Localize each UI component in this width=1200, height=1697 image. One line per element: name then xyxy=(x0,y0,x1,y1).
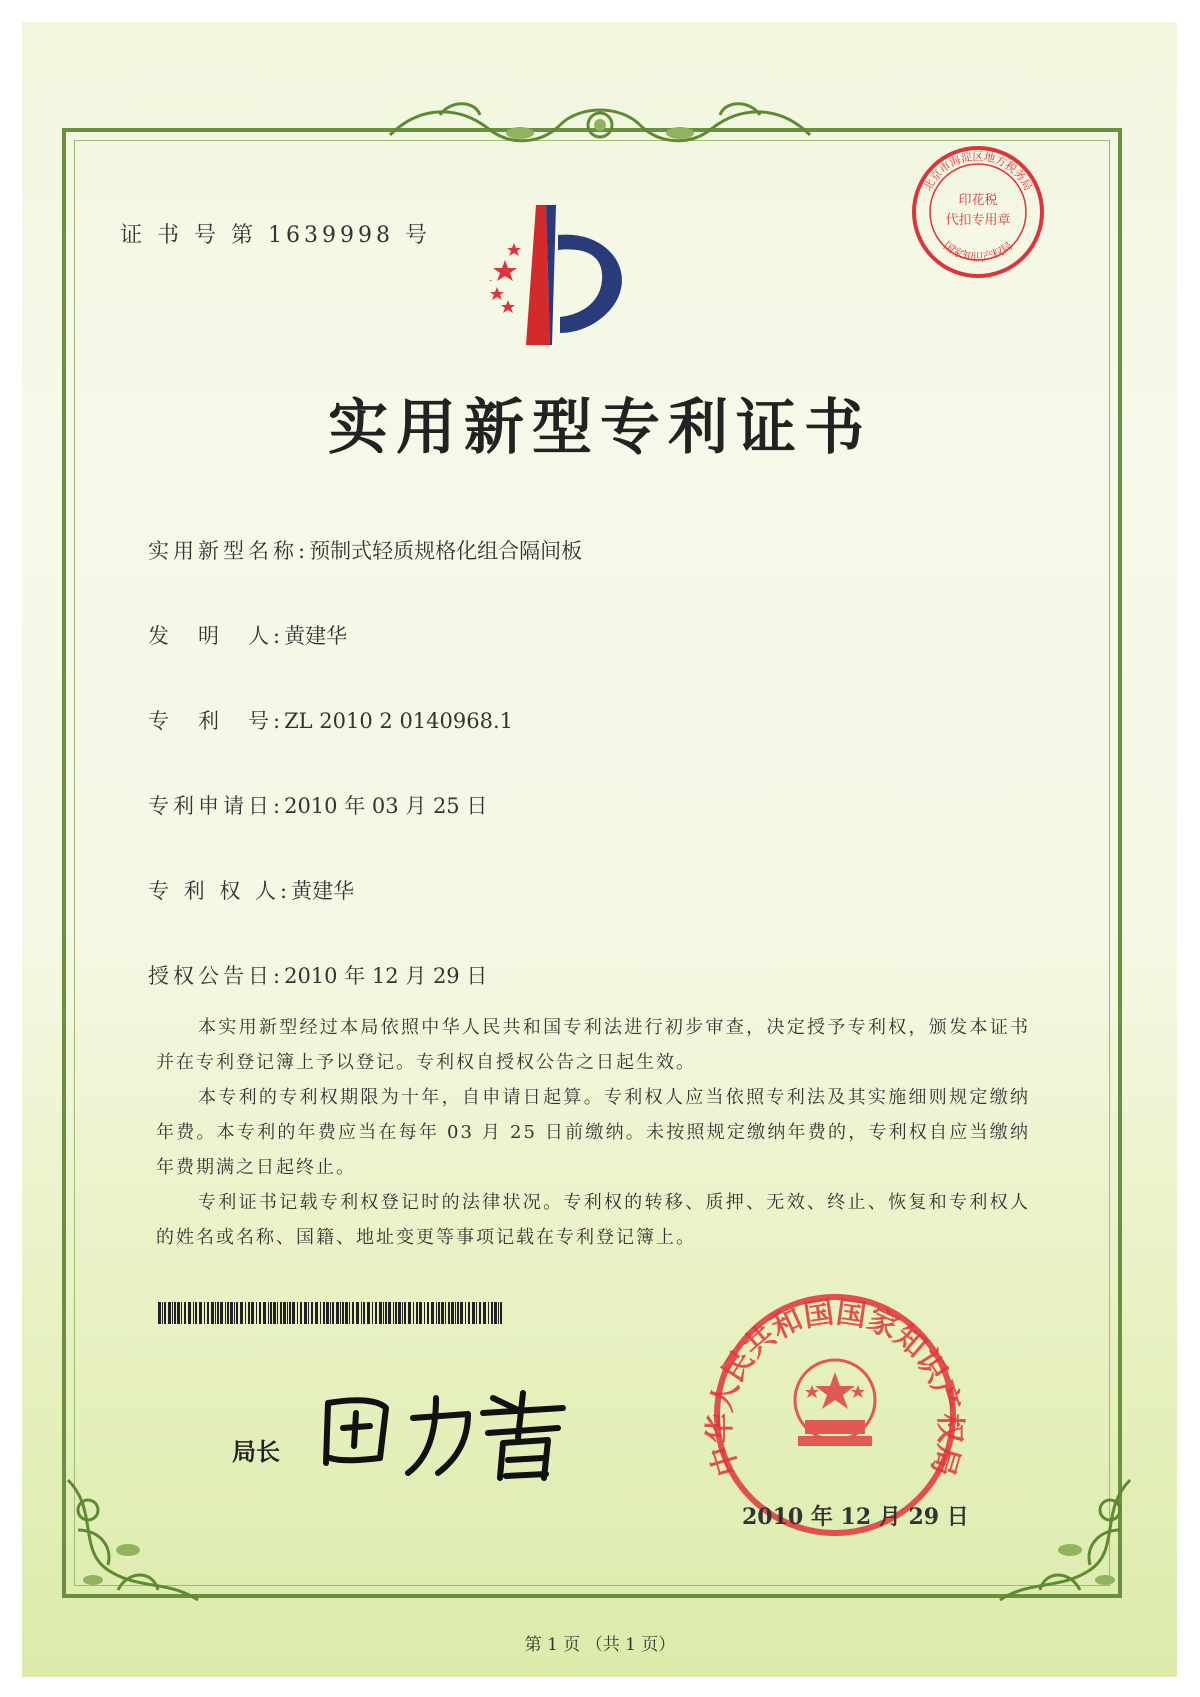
barcode-bar xyxy=(287,1302,288,1324)
barcode-bar xyxy=(195,1302,197,1324)
barcode-bar xyxy=(455,1302,456,1324)
field-label: 授权公告日: xyxy=(148,964,285,988)
page-number: 第 1 页 （共 1 页） xyxy=(524,1635,676,1655)
barcode-bar xyxy=(227,1302,229,1324)
barcode-bar xyxy=(320,1302,321,1324)
field-value: ZL 2010 2 0140968.1 xyxy=(284,709,514,733)
barcode-bar xyxy=(345,1302,348,1324)
barcode-bar xyxy=(402,1302,403,1324)
barcode-bar xyxy=(494,1302,497,1324)
barcode-bar xyxy=(468,1302,470,1324)
barcode-bar xyxy=(308,1302,309,1324)
barcode-bar xyxy=(383,1302,384,1324)
field-value: 黄建华 xyxy=(291,879,355,903)
field-label: 专利申请日: xyxy=(148,794,285,818)
body-paragraph: 本专利的专利权期限为十年，自申请日起算。专利权人应当依照专利法及其实施细则规定缴纳年费。本专利的年费应当在每年 03 月 25 日前缴纳。未按照规定缴纳年费的，专利权自应当缴纳年费期满之日起终止。 xyxy=(156,1087,1030,1178)
barcode-bar xyxy=(181,1302,182,1324)
barcode-bar xyxy=(268,1302,269,1324)
field-value: 2010 年 03 月 25 日 xyxy=(284,794,488,818)
barcode-bar xyxy=(445,1302,446,1324)
svg-text:印花税: 印花税 xyxy=(958,193,998,208)
barcode-bar xyxy=(395,1302,397,1324)
barcode-bar xyxy=(393,1302,394,1324)
barcode-bar xyxy=(483,1302,486,1324)
barcode-bar xyxy=(451,1302,454,1324)
barcode-bar xyxy=(280,1302,282,1324)
barcode-bar xyxy=(340,1302,341,1324)
barcode-bar xyxy=(217,1302,219,1324)
barcode-bar xyxy=(438,1302,440,1324)
field-value: 2010 年 12 月 29 日 xyxy=(284,964,488,988)
barcode-bar xyxy=(177,1302,180,1324)
body-paragraph: 专利证书记载专利权登记时的法律状况。专利权的转移、质押、无效、终止、恢复和专利权人的姓名或名称、国籍、地址变更等事项记载在专利登记簿上。 xyxy=(156,1192,1030,1248)
barcode-bar xyxy=(379,1302,382,1324)
barcode-bar xyxy=(332,1302,334,1324)
barcode-bar xyxy=(204,1302,205,1324)
barcode-bar xyxy=(375,1302,377,1324)
barcode-bar xyxy=(413,1302,414,1324)
barcode-bar xyxy=(270,1302,272,1324)
svg-text:中华人民共和国国家知识产权局: 中华人民共和国国家知识产权局 xyxy=(702,1295,968,1480)
barcode-bar xyxy=(240,1302,243,1324)
barcode-bar xyxy=(498,1302,499,1324)
field-patent-number xyxy=(148,705,513,735)
barcode-bar xyxy=(427,1302,429,1324)
field-label: 专 利 号: xyxy=(148,709,285,733)
barcode-bar xyxy=(174,1302,176,1324)
barcode-bar xyxy=(424,1302,425,1324)
barcode-bar xyxy=(436,1302,437,1324)
barcode-bar xyxy=(491,1302,493,1324)
director-signature xyxy=(318,1378,578,1488)
field-label: 发 明 人: xyxy=(148,624,285,648)
barcode-bar xyxy=(215,1302,216,1324)
barcode-bar xyxy=(158,1302,161,1324)
barcode-bar xyxy=(479,1302,481,1324)
bottom-right-ornament xyxy=(990,1470,1140,1610)
barcode-bar xyxy=(225,1302,226,1324)
barcode-bar xyxy=(457,1302,459,1324)
barcode-bar xyxy=(315,1302,318,1324)
barcode-bar xyxy=(323,1302,325,1324)
svg-text:代扣专用章: 代扣专用章 xyxy=(945,213,1011,228)
field-patentee xyxy=(148,875,354,905)
barcode-bar xyxy=(283,1302,286,1324)
svg-text:国家知识产权局: 国家知识产权局 xyxy=(940,239,1016,264)
barcode-bar xyxy=(207,1302,209,1324)
barcode-bar xyxy=(263,1302,266,1324)
field-value: 预制式轻质规格化组合隔间板 xyxy=(309,539,583,563)
barcode-bar xyxy=(326,1302,329,1324)
field-inventor xyxy=(148,620,347,650)
barcode-bar xyxy=(349,1302,350,1324)
tax-stamp-seal xyxy=(908,142,1048,282)
barcode-bar xyxy=(193,1302,194,1324)
barcode-bar xyxy=(416,1302,418,1324)
seal-date: 2010 年 12 月 29 日 xyxy=(742,1504,969,1530)
barcode-bar xyxy=(500,1302,502,1324)
barcode-bar xyxy=(352,1302,354,1324)
barcode-bar xyxy=(361,1302,362,1324)
bottom-left-ornament xyxy=(58,1470,208,1610)
barcode-bar xyxy=(230,1302,233,1324)
top-ornament xyxy=(380,95,820,155)
field-value: 黄建华 xyxy=(284,624,348,648)
certificate-number: 证 书 号 第 1639998 号 xyxy=(120,223,431,248)
barcode-bar xyxy=(184,1302,186,1324)
barcode-bar xyxy=(408,1302,411,1324)
barcode-bar xyxy=(234,1302,235,1324)
barcode-bar xyxy=(188,1302,191,1324)
barcode-bar xyxy=(300,1302,302,1324)
field-label: 实用新型名称: xyxy=(148,539,310,563)
barcode-bar xyxy=(199,1302,202,1324)
barcode-bar xyxy=(259,1302,261,1324)
barcode xyxy=(158,1302,508,1324)
barcode-bar xyxy=(476,1302,477,1324)
barcode-bar xyxy=(372,1302,373,1324)
barcode-bar xyxy=(172,1302,173,1324)
barcode-bar xyxy=(273,1302,276,1324)
barcode-bar xyxy=(363,1302,365,1324)
barcode-bar xyxy=(292,1302,295,1324)
certificate-title: 实用新型专利证书 xyxy=(328,393,872,463)
barcode-bar xyxy=(236,1302,238,1324)
barcode-bar xyxy=(164,1302,166,1324)
barcode-bar xyxy=(311,1302,313,1324)
body-paragraph: 本实用新型经过本局依照中华人民共和国专利法进行初步审查，决定授予专利权，颁发本证书并在专利登记簿上予以登记。专利权自授权公告之日起生效。 xyxy=(156,1017,1030,1073)
barcode-bar xyxy=(448,1302,450,1324)
field-grant-date xyxy=(148,960,487,990)
field-label: 专 利 权 人: xyxy=(148,879,292,903)
barcode-bar xyxy=(488,1302,489,1324)
field-model-name xyxy=(148,535,582,565)
barcode-bar xyxy=(336,1302,339,1324)
barcode-bar xyxy=(356,1302,359,1324)
barcode-bar xyxy=(211,1302,214,1324)
barcode-bar xyxy=(289,1302,291,1324)
barcode-bar xyxy=(248,1302,250,1324)
barcode-bar xyxy=(220,1302,223,1324)
barcode-bar xyxy=(404,1302,406,1324)
barcode-bar xyxy=(441,1302,444,1324)
barcode-bar xyxy=(245,1302,246,1324)
barcode-bar xyxy=(398,1302,401,1324)
barcode-bar xyxy=(304,1302,307,1324)
barcode-bar xyxy=(168,1302,171,1324)
barcode-bar xyxy=(330,1302,331,1324)
barcode-bar xyxy=(460,1302,463,1324)
barcode-bar xyxy=(342,1302,344,1324)
barcode-bar xyxy=(162,1302,163,1324)
barcode-bar xyxy=(388,1302,391,1324)
barcode-bar xyxy=(472,1302,475,1324)
barcode-bar xyxy=(385,1302,387,1324)
barcode-bar xyxy=(251,1302,254,1324)
barcode-bar xyxy=(465,1302,466,1324)
svg-text:北京市海淀区地方税务局: 北京市海淀区地方税务局 xyxy=(921,150,1035,193)
patent-office-logo-icon xyxy=(490,205,640,355)
barcode-bar xyxy=(431,1302,434,1324)
barcode-bar xyxy=(367,1302,370,1324)
director-label: 局长 xyxy=(232,1437,280,1466)
barcode-bar xyxy=(297,1302,298,1324)
barcode-bar xyxy=(256,1302,257,1324)
field-filing-date xyxy=(148,790,487,820)
barcode-bar xyxy=(277,1302,278,1324)
certificate-body xyxy=(156,1010,1030,1255)
barcode-bar xyxy=(419,1302,422,1324)
